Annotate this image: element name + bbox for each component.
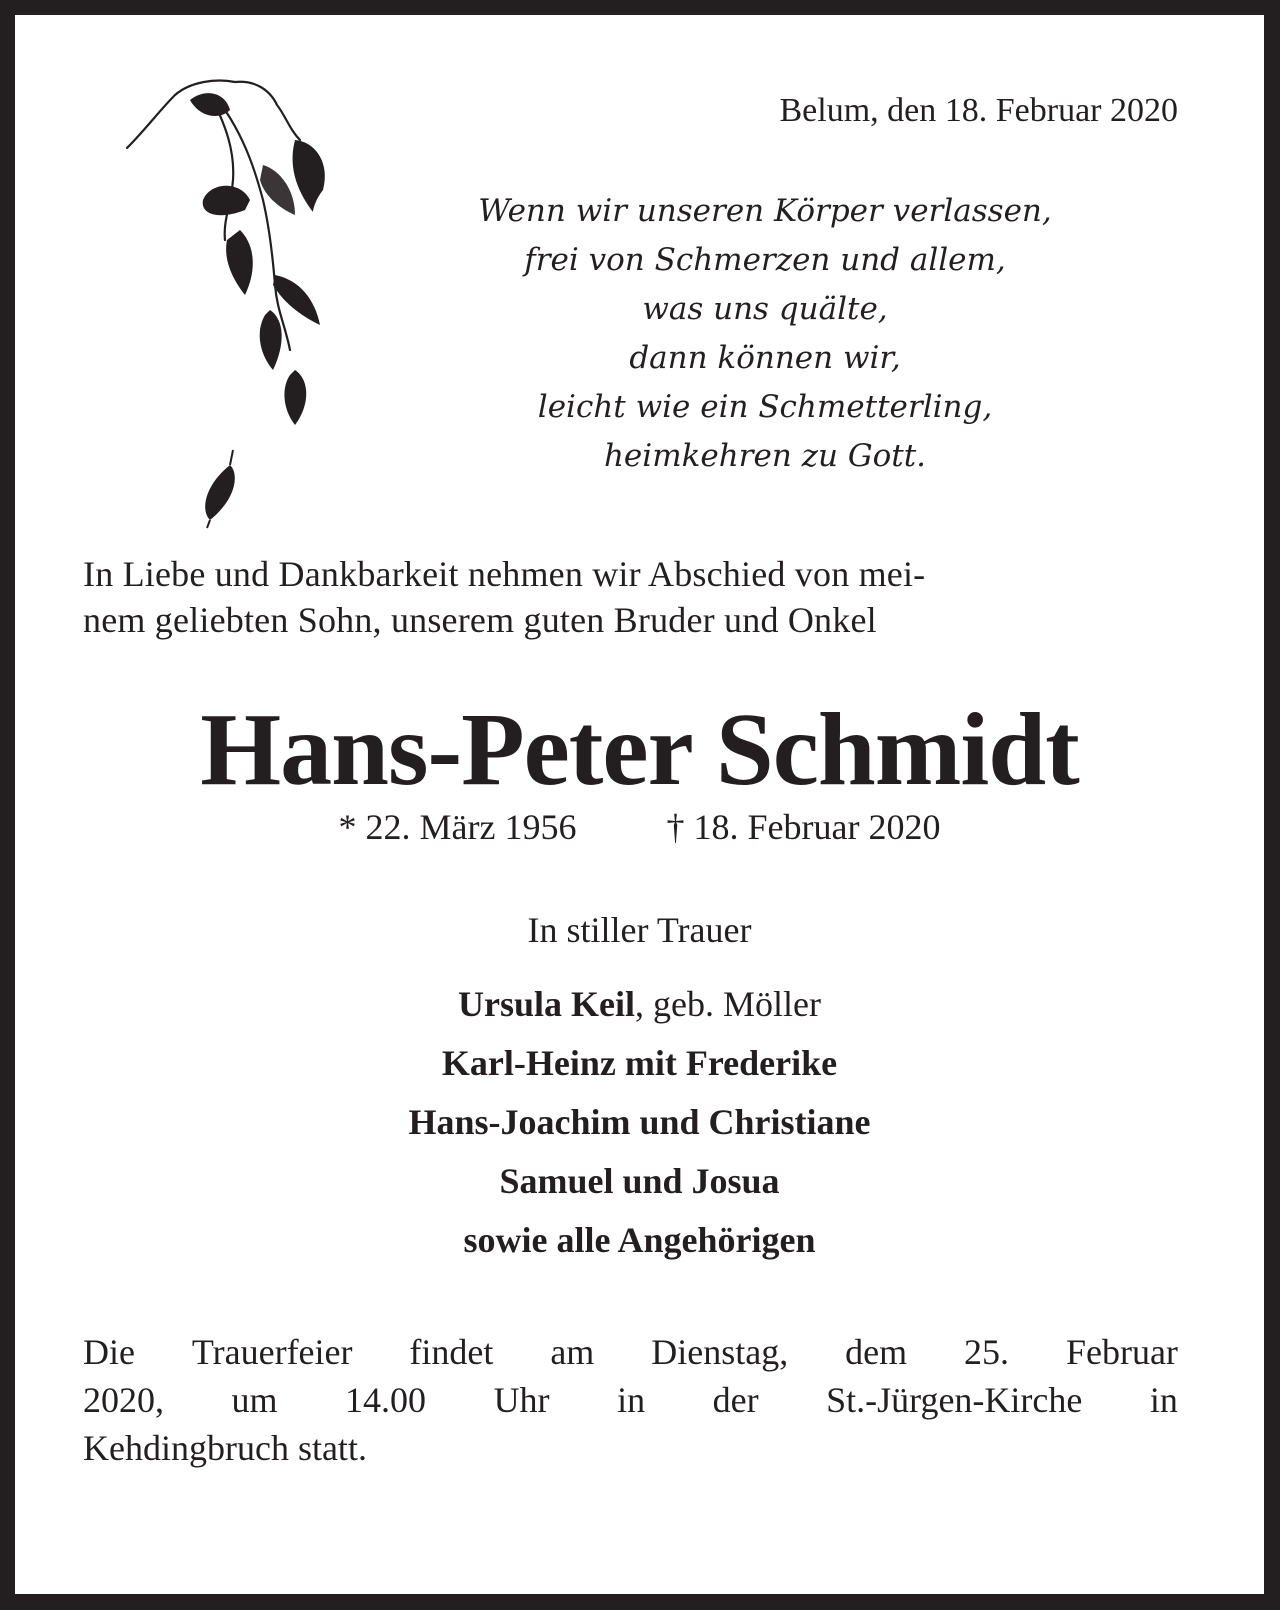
birch-branch-icon: [105, 70, 345, 540]
poem-line: leicht wie ein Schmetterling,: [537, 389, 993, 425]
word: Die: [83, 1332, 135, 1372]
word: in: [1149, 1380, 1178, 1420]
word: 25.: [964, 1332, 1010, 1372]
word: 2020,: [83, 1380, 164, 1420]
word: Uhr: [493, 1380, 550, 1420]
deceased-name: Hans-Peter Schmidt: [200, 692, 1079, 807]
mourner-note: , geb. Möller: [635, 984, 821, 1024]
word: in: [617, 1380, 646, 1420]
mourner-entry: [15, 1152, 1264, 1211]
word: am: [550, 1332, 595, 1372]
mourner-name: Hans-Joachim und Christiane: [408, 1102, 871, 1142]
intro-paragraph: [83, 551, 1178, 643]
intro-line: nem geliebten Sohn, unserem guten Bruder und Onkel: [83, 600, 877, 640]
mourner-name: sowie alle Angehörigen: [463, 1220, 816, 1260]
mourner-name: Karl-Heinz mit Frederike: [441, 1043, 838, 1083]
service-line: [83, 1328, 1178, 1376]
life-dates: [15, 805, 1264, 849]
place-and-date: Belum, den 18. Februar 2020: [779, 92, 1178, 129]
poem-line: Wenn wir unseren Körper verlassen,: [478, 193, 1052, 229]
mourner-entry: [15, 1034, 1264, 1093]
mourning-label: In stiller Trauer: [527, 910, 752, 950]
mourner-name: Ursula Keil: [458, 984, 636, 1024]
poem-line: frei von Schmerzen und allem,: [524, 242, 1006, 278]
funeral-service-info: [83, 1328, 1178, 1472]
word: dem: [845, 1332, 908, 1372]
word: Trauerfeier: [191, 1332, 353, 1372]
mourners-list: [15, 975, 1264, 1270]
poem: [375, 187, 1155, 481]
word: der: [712, 1380, 759, 1420]
mourner-entry: [15, 1211, 1264, 1270]
poem-line: heimkehren zu Gott.: [603, 438, 927, 474]
word: findet: [409, 1332, 494, 1372]
service-line: [83, 1376, 1178, 1424]
intro-line: In Liebe und Dankbarkeit nehmen wir Abschied von mei-: [83, 554, 926, 594]
obituary-notice: [15, 15, 1264, 1594]
word: Februar: [1065, 1332, 1178, 1372]
poem-line: dann können wir,: [629, 340, 901, 376]
poem-line: was uns quälte,: [642, 291, 888, 327]
word: Dienstag,: [651, 1332, 789, 1372]
mourner-name: Samuel und Josua: [499, 1161, 780, 1201]
service-line: Kehdingbruch statt.: [83, 1428, 367, 1468]
word: 14.00: [345, 1380, 427, 1420]
word: um: [231, 1380, 278, 1420]
death-date: † 18. Februar 2020: [666, 807, 941, 847]
word: St.-Jürgen-Kirche: [826, 1380, 1083, 1420]
mourner-entry: [15, 975, 1264, 1034]
mourner-entry: [15, 1093, 1264, 1152]
birth-date: * 22. März 1956: [338, 807, 577, 847]
